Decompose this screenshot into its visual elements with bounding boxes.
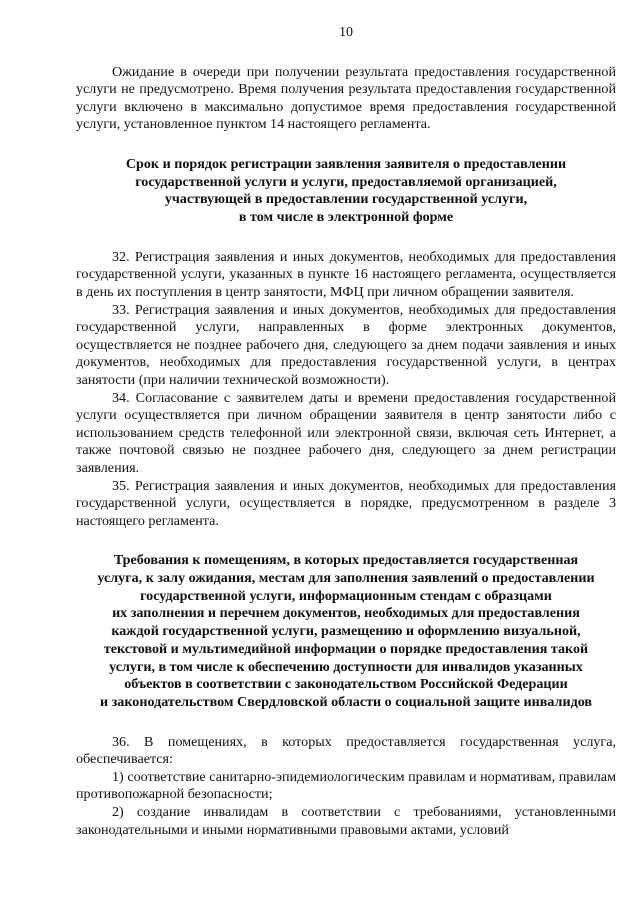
heading-line: объектов в соответствии с законодательством Российской Федерации [124,676,568,693]
section-heading-registration [76,156,616,227]
paragraph-36-item-1: 1) соответствие санитарно-эпидемиологическим правилам и нормативам, правилам противопожарной безопасности; [76,768,616,803]
section-heading-premises [76,552,616,711]
heading-line: услуга, к залу ожидания, местам для заполнения заявлений о предоставлении [97,569,595,586]
heading-line: услуги, в том числе к обеспечению доступности для инвалидов указанных [109,658,583,675]
heading-line: текстовой и мультимедийной информации о порядке предоставления такой [103,640,589,657]
document-page [76,24,616,839]
heading-line: участвующей в предоставлении государственной услуги, [164,191,528,208]
heading-line: и законодательством Свердловской области о социальной защите инвалидов [99,693,593,710]
paragraph-32: 32. Регистрация заявления и иных документов, необходимых для предоставления государственной услуги, указанных в пункте 16 настоящего регламента, осуществляется в день их поступления в центр занятости, МФЦ при личном обращении заявителя. [76,248,616,300]
heading-line: Срок и порядок регистрации заявления заявителя о предоставлении [125,155,567,172]
heading-line: государственной услуги, информационным стендам с образцами [140,587,552,604]
page-number: 10 [339,25,353,40]
paragraph-36: 36. В помещениях, в которых предоставляется государственная услуга, обеспечивается: [76,733,616,768]
paragraph-34: 34. Согласование с заявителем даты и времени предоставления государственной услуги осуществляется при личном обращении заявителя в центр занятости либо с использованием средств телефонной или электронной связи, включая сеть Интернет, а также почтовой связью не позднее рабочего дня, следующего за днем регистрации заявления. [76,389,616,476]
heading-line: в том числе в электронной форме [238,209,454,226]
paragraph-35: 35. Регистрация заявления и иных документов, необходимых для предоставления государственной услуги, осуществляется в порядке, предусмотренном в разделе 3 настоящего регламента. [76,477,616,529]
heading-line: государственной услуги и услуги, предоставляемой организацией, [135,173,557,190]
paragraph-36-item-2: 2) создание инвалидам в соответствии с требованиями, установленными законодательными и иными нормативными правовыми актами, условий [76,803,616,838]
heading-line: их заполнения и перечнем документов, необходимых для предоставления [112,605,580,622]
heading-line: Требования к помещениям, в которых предоставляется государственная [113,552,579,569]
intro-paragraph: Ожидание в очереди при получении результата предоставления государственной услуги не предусмотрено. Время получения результата предоставления государственной услуги включено в максимально допустимое время предоставления государственной услуги, установленное пунктом 14 настоящего регламента. [76,63,616,133]
paragraph-33: 33. Регистрация заявления и иных документов, необходимых для предоставления государственной услуги, направленных в форме электронных документов, осуществляется не позднее рабочего дня, следующего за днем подачи заявления и иных документов, необходимых для предоставления государственной услуги, в центрах занятости (при наличии технической возможности). [76,301,616,388]
heading-line: каждой государственной услуги, размещению и оформлению визуальной, [111,623,581,640]
